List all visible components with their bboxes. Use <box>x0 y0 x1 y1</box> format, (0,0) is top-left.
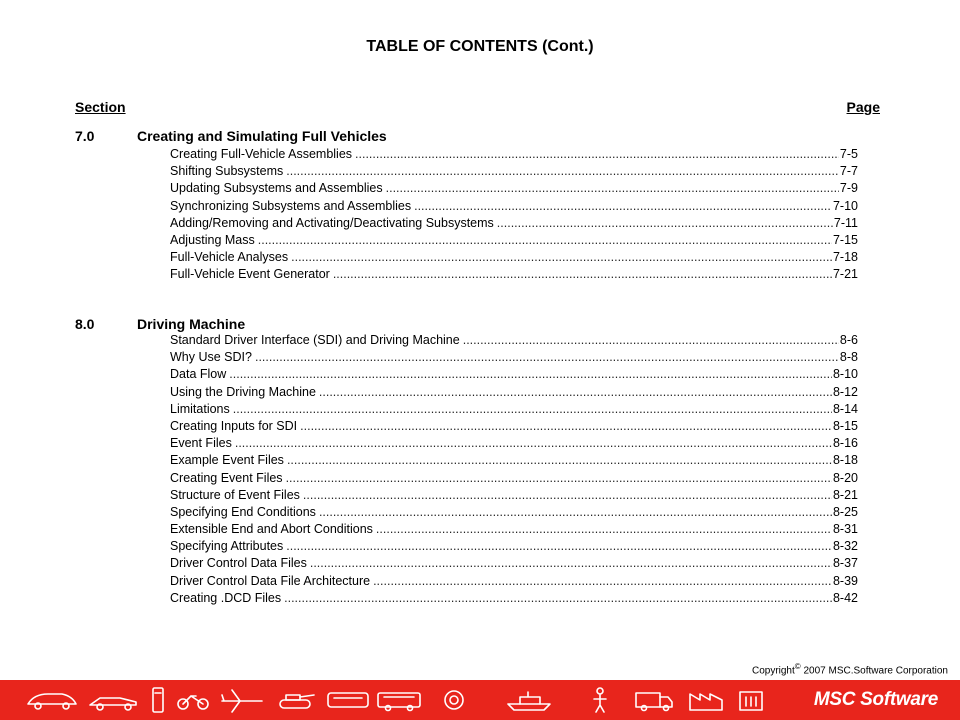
toc-entry <box>170 555 858 572</box>
toc-entry-title: Structure of Event Files <box>170 487 300 502</box>
dot-leader <box>303 487 832 504</box>
dot-leader <box>258 232 832 249</box>
toc-entry-title: Shifting Subsystems <box>170 164 284 179</box>
bus-icon <box>378 693 420 711</box>
toc-entry-title: Adjusting Mass <box>170 232 255 247</box>
train-icon <box>328 693 368 707</box>
dot-leader <box>229 366 832 383</box>
dot-leader <box>386 180 839 197</box>
toc-entry-title: Specifying Attributes <box>170 539 284 554</box>
dot-leader <box>355 146 839 163</box>
toc-entry-title: Adding/Removing and Activating/Deactivating Subsystems <box>170 215 494 230</box>
chapter-7-entries <box>170 146 858 284</box>
industrial-icon <box>690 694 722 710</box>
copyright-prefix: Copyright <box>751 665 795 677</box>
dot-leader <box>300 418 832 435</box>
toc-entry-page: 8-42 <box>832 590 858 605</box>
toc-entry-title: Using the Driving Machine <box>170 384 316 399</box>
toc-entry-title: Data Flow <box>170 367 227 382</box>
toc-entry <box>170 384 858 401</box>
race-car-icon <box>90 698 136 710</box>
chapter-8-entries <box>170 332 858 607</box>
toc-entry-page: 8-15 <box>832 418 858 433</box>
toc-entry <box>170 573 858 590</box>
toc-entry-page: 7-9 <box>839 181 858 196</box>
chapter-number: 8.0 <box>75 316 95 332</box>
toc-entry-page: 8-21 <box>832 487 858 502</box>
toc-entry-title: Extensible End and Abort Conditions <box>170 522 373 537</box>
toc-entry-title: Limitations <box>170 401 230 416</box>
dot-leader <box>287 452 832 469</box>
dot-leader <box>463 332 839 349</box>
toc-entry <box>170 215 858 232</box>
toc-entry-page: 8-10 <box>832 367 858 382</box>
copyright-notice <box>752 662 948 676</box>
toc-entry-page: 8-37 <box>832 556 858 571</box>
toc-entry <box>170 249 858 266</box>
toc-entry-title: Standard Driver Interface (SDI) and Driving Machine <box>170 333 460 347</box>
toc-entry-page: 8-31 <box>832 522 858 537</box>
toc-entry <box>170 232 858 249</box>
toc-entry-page: 8-39 <box>832 573 858 588</box>
dot-leader <box>235 435 832 452</box>
dot-leader <box>373 573 832 590</box>
toc-entry <box>170 180 858 197</box>
toc-entry-title: Creating Full-Vehicle Assemblies <box>170 147 353 161</box>
gear-icon <box>445 691 463 709</box>
page-title: TABLE OF CONTENTS (Cont.) <box>366 38 594 55</box>
toc-entry-page: 7-18 <box>832 250 858 265</box>
toc-entry-title: Full-Vehicle Analyses <box>170 250 289 265</box>
msc-software-logo: MSC Software <box>813 689 938 710</box>
toc-entry-title: Driver Control Data File Architecture <box>170 573 371 588</box>
building-icon <box>740 692 762 710</box>
person-icon <box>594 688 606 712</box>
toc-entry <box>170 163 858 180</box>
ship-icon <box>508 692 550 710</box>
toc-entry-page: 7-5 <box>839 147 858 161</box>
dot-leader <box>286 470 832 487</box>
chapter-number: 7.0 <box>75 128 95 144</box>
toc-entry-page: 8-8 <box>839 350 858 365</box>
tank-icon <box>280 695 314 708</box>
toc-entry <box>170 470 858 487</box>
toc-entry <box>170 487 858 504</box>
toc-entry-title: Synchronizing Subsystems and Assemblies <box>170 198 412 213</box>
toc-entry <box>170 418 858 435</box>
dot-leader <box>233 401 832 418</box>
toc-entry <box>170 590 858 607</box>
toc-entry-page: 7-7 <box>839 164 858 179</box>
dot-leader <box>319 504 832 521</box>
toc-entry <box>170 452 858 469</box>
toc-entry-page: 7-10 <box>832 198 858 213</box>
toc-entry-title: Specifying End Conditions <box>170 504 316 519</box>
toc-entry <box>170 521 858 538</box>
footer-bar <box>0 680 960 720</box>
toc-entry-page: 7-21 <box>832 267 858 282</box>
toc-entry <box>170 366 858 383</box>
chapter-heading-7 <box>75 128 885 146</box>
toc-entry-page: 7-11 <box>833 215 858 230</box>
toc-entry <box>170 266 858 283</box>
toc-entry <box>170 504 858 521</box>
truck-icon <box>636 693 672 711</box>
section-column-header: Section <box>75 99 126 115</box>
chapter-title: Driving Machine <box>137 316 246 332</box>
toc-entry-title: Creating Inputs for SDI <box>170 418 298 433</box>
toc-entry-title: Event Files <box>170 436 232 451</box>
bicycle-icon <box>178 696 208 709</box>
dot-leader <box>376 521 832 538</box>
toc-entry-page: 8-25 <box>832 504 858 519</box>
toc-entry-title: Why Use SDI? <box>170 350 252 365</box>
dot-leader <box>284 590 832 607</box>
toc-entry-title: Example Event Files <box>170 453 284 468</box>
dot-leader <box>497 215 833 232</box>
copyright-symbol: © <box>794 662 801 671</box>
toc-entry <box>170 538 858 555</box>
toc-entry-page: 8-18 <box>832 453 858 468</box>
dot-leader <box>255 349 839 366</box>
toc-entry-page: 8-14 <box>832 401 858 416</box>
toc-entry <box>170 146 858 163</box>
toc-entry <box>170 401 858 418</box>
toc-entry <box>170 198 858 215</box>
toc-entry-title: Creating .DCD Files <box>170 590 282 605</box>
dot-leader <box>291 249 832 266</box>
dot-leader <box>414 198 832 215</box>
toc-entry-title: Updating Subsystems and Assemblies <box>170 181 383 196</box>
dot-leader <box>286 163 839 180</box>
toc-entry <box>170 332 858 349</box>
toc-entry-page: 8-32 <box>832 539 858 554</box>
toc-entry-page: 8-20 <box>832 470 858 485</box>
toc-entry-page: 8-6 <box>839 333 858 347</box>
toc-entry-title: Full-Vehicle Event Generator <box>170 267 330 282</box>
dot-leader <box>319 384 832 401</box>
dot-leader <box>333 266 832 283</box>
copyright-text: 2007 MSC.Software Corporation <box>803 665 948 677</box>
toc-entry <box>170 349 858 366</box>
dot-leader <box>286 538 832 555</box>
toc-entry-page: 8-12 <box>832 384 858 399</box>
dot-leader <box>310 555 832 572</box>
airplane-icon <box>222 690 262 712</box>
toc-entry-page: 7-15 <box>832 232 858 247</box>
toc-entry-title: Driver Control Data Files <box>170 556 307 571</box>
toc-entry-page: 8-16 <box>832 436 858 451</box>
car-icon <box>28 694 76 709</box>
page-column-header: Page <box>846 99 880 115</box>
phone-icon <box>153 688 163 712</box>
chapter-title: Creating and Simulating Full Vehicles <box>137 128 387 144</box>
toc-entry-title: Creating Event Files <box>170 470 283 485</box>
toc-entry <box>170 435 858 452</box>
